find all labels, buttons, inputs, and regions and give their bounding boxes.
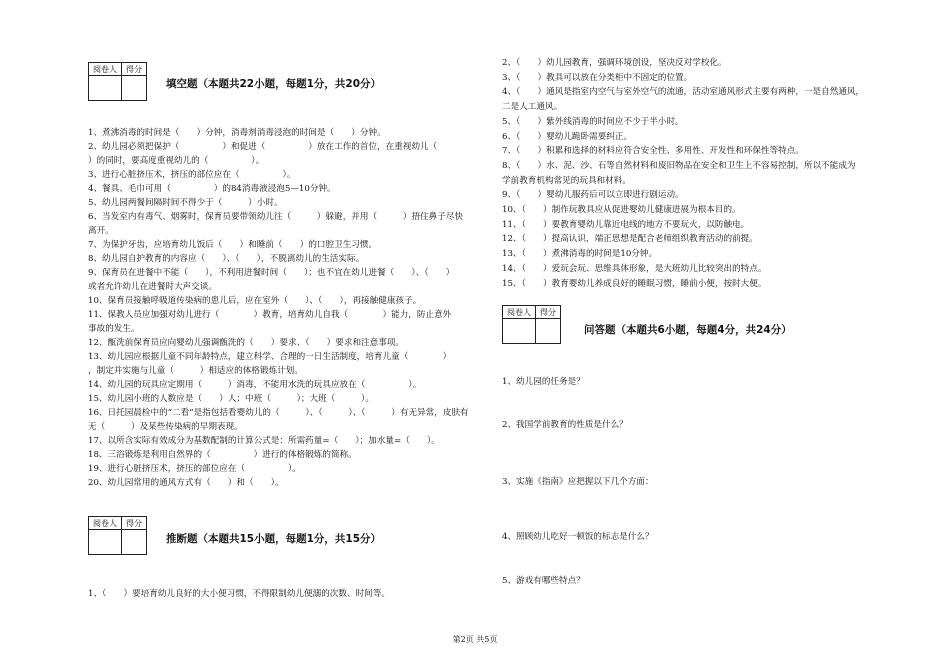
fill-item: 12、甑洗前保育员应向婴幼儿强调甑洗的（ ）要求、（ ）要求和注意事项。: [88, 338, 405, 348]
fill-item: 3、进行心脏挤压术，挤压的部位应在（ ）。: [88, 170, 296, 180]
fill-item: 17、以所含实际有效成分为基数配制的计算公式是：所需药量=（ ）；加水量=（ ）。: [88, 436, 440, 446]
score-value: [122, 530, 147, 555]
judge-item: 二是人工通风。: [502, 102, 563, 113]
grader-label: 阅卷人: [89, 517, 122, 530]
fill-item: 11、保教人员应加强对幼儿进行（ ）教育，培育幼儿自我（ ）能力，防止意外: [88, 310, 452, 320]
fill-item: 2、幼儿园必须把保护（ ）和促进（ ）放在工作的首位，在重视幼儿（: [88, 142, 438, 152]
fill-item: 15、幼儿园小班的人数应是（ ）人；中班（ ）；大班（ ）。: [88, 394, 374, 404]
score-value: [122, 76, 147, 101]
fill-item: 无（ ）及某些传染病的早期表现。: [88, 422, 243, 432]
score-box-judge: [88, 516, 147, 555]
score-label: 得分: [122, 517, 147, 530]
judge-item: 10、（ ）制作玩教具应从促进婴幼儿健康进展为根本目的。: [502, 205, 741, 215]
judge-item: 2、（ ）幼儿园教育，强调环境创设，坚决反对学校化。: [502, 58, 727, 68]
qa-item: 1、幼儿园的任务是？: [502, 377, 585, 387]
fill-section-title: 填空题（本题共22小题，每题1分，共20分）: [166, 78, 382, 90]
qa-item: 5、游戏有哪些特点？: [502, 576, 585, 586]
judge-item: 9、（ ）婴幼儿服药后可以立即进行剧运动。: [502, 190, 684, 201]
fill-item: 9、保育员在进餐中不能（ ），不利用进餐时间（ ）；也不宜在幼儿进餐（ ）、（ ）: [88, 268, 455, 278]
score-box-qa: [502, 305, 561, 344]
qa-item: 2、我国学前教育的性质是什么？: [502, 420, 628, 430]
judge-item: 11、（ ）要教育婴幼儿靠近电线的地方不要玩火，以防触电。: [502, 219, 750, 230]
judge-item: 13、（ ）煮沸消毒的时间是10分钟。: [502, 249, 658, 260]
score-value: [536, 319, 561, 344]
judge-item: 学前教育机构常见的玩具和材料。: [502, 175, 631, 186]
grader-label: 阅卷人: [503, 306, 536, 319]
fill-item: 13、幼儿园应根据儿童不同年龄特点，建立科学、合理的一日生活制度，培育儿童（ ）: [88, 352, 452, 362]
grader-value: [89, 76, 122, 101]
judge-item: 5、（ ）紫外线消毒的时间应不少于半小时。: [502, 116, 684, 127]
fill-item: 10、保育员接触呼吸道传染病的患儿后，应在室外（ ）、（ ），再接触健康孩子。: [88, 296, 422, 306]
judge-item: 14、（ ）爱玩会玩、思维具体形象，是大班幼儿比较突出的特点。: [502, 263, 767, 274]
fill-item: 8、幼儿园自护教育的内容应（ ）、（ ），不脱离幼儿的生活实际。: [88, 254, 365, 264]
fill-item: 5、幼儿园两餐间隔时间不得少于（ ）小时。: [88, 198, 283, 208]
score-label: 得分: [536, 306, 561, 319]
judge-item: 3、（ ）教具可以放在分类柜中不固定的位置。: [502, 72, 693, 83]
judge-item: 4、（ ）通风是指室内空气与室外空气的流通，活动室通风形式主要有两种，一是自然通风，: [502, 87, 865, 98]
fill-item: 6、当发室内有毒气、烟雾时，保育员要带领幼儿往（ ）躲避，并用（ ）捂住鼻子尽快: [88, 212, 464, 222]
fill-item: 1、煮沸消毒的时间是（ ）分钟，消毒剂消毒浸泡的时间是（ ）分钟。: [88, 128, 386, 138]
grader-value: [503, 319, 536, 344]
judge-item: 7、（ ）积累和选择的材料应符合安全性、多用性、开发性和环保性等特点。: [502, 146, 804, 157]
fill-item: 离开。: [88, 226, 114, 236]
fill-item: 事故的发生。: [88, 324, 140, 334]
judge-item: 15、（ ）教育婴幼儿养成良好的睡眠习惯，睡前小便，按时大便。: [502, 278, 767, 289]
grader-label: 阅卷人: [89, 63, 122, 76]
fill-item: ，制定并实施与儿童（ ）相适应的体格锻炼计划。: [88, 366, 303, 376]
judge-item: 1、（ ）要培育幼儿良好的大小便习惯，不得限制幼儿便溺的次数、时间等。: [88, 589, 390, 599]
fill-item: 16、日托园晨检中的“二看”是指包括看婴幼儿的（ ）、（ ）、（ ）有无异常，皮肤有: [88, 408, 469, 418]
fill-item: 14、幼儿园的玩具应定期用（ ）消毒，不能用水洗的玩具应放在（ ）。: [88, 380, 422, 390]
fill-item: 20、幼儿园常用的通风方式有（ ）和（ ）。: [88, 478, 284, 488]
judge-item: 12、（ ）提高认识，端正思想是配合老师组织教育活动的前提。: [502, 234, 758, 245]
qa-section-title: 问答题（本题共6小题，每题4分，共24分）: [584, 324, 792, 336]
fill-item: ）的同时，要高度重视幼儿的（ ）。: [88, 156, 265, 166]
fill-item: 19、进行心脏挤压术，挤压的部位应在（ ）。: [88, 464, 301, 474]
score-box-fill: [88, 62, 147, 101]
page-footer: 第2页 共5页: [452, 635, 498, 644]
grader-value: [89, 530, 122, 555]
fill-item: 7、为保护牙齿，应培育幼儿饭后（ ）和睡前（ ）的口腔卫生习惯。: [88, 240, 378, 250]
qa-item: 4、照顾幼儿吃好一顿饭的标志是什么？: [502, 532, 654, 542]
qa-item: 3、实施《指南》应把握以下几个方面：: [502, 477, 654, 487]
judge-item: 8、（ ）水、泥、沙、石等自然材料和废旧物品在安全和卫生上不容易控制，所以不能成为: [502, 160, 856, 171]
judge-item: 6、（ ）婴幼儿跪卧需要纠正。: [502, 131, 633, 142]
fill-item: 18、三浴锻炼是利用自然界的（ ）进行的体格锻炼的简称。: [88, 450, 357, 460]
fill-item: 或者允许幼儿在进餐时大声交谈。: [88, 282, 217, 292]
score-label: 得分: [122, 63, 147, 76]
fill-item: 4、餐具、毛巾可用（ ）的84消毒液浸泡5—10分钟。: [88, 184, 336, 194]
judge-section-title: 推断题（本题共15小题，每题1分，共15分）: [166, 533, 382, 545]
